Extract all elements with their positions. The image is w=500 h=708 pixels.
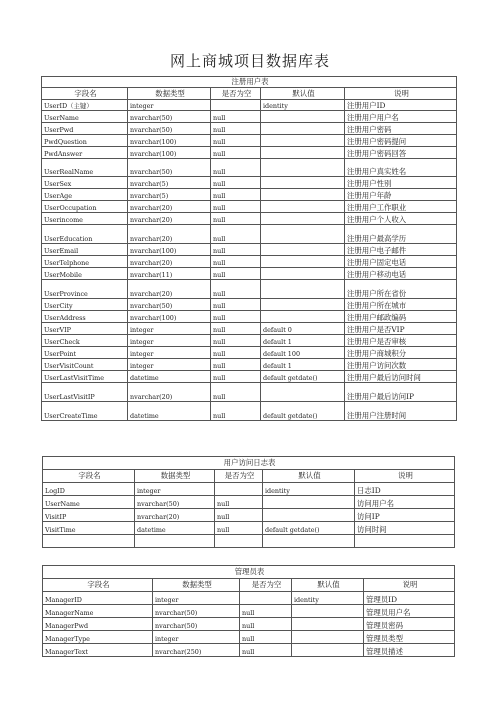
table-row	[42, 201, 457, 213]
table-row	[42, 323, 457, 335]
table-row	[43, 483, 455, 496]
administrators-table	[42, 565, 455, 657]
field-cell: PwdAnswer	[42, 147, 128, 159]
default-cell	[261, 225, 345, 244]
table-row	[42, 268, 457, 280]
column-header-type: 数据类型	[153, 579, 240, 592]
type-cell: nvarchar(50)	[128, 299, 211, 311]
description-cell: 注册用户邮政编码	[345, 311, 457, 323]
nullable-cell: null	[211, 159, 261, 177]
description-cell: 管理员密码	[364, 618, 455, 631]
type-cell: datetime	[135, 522, 215, 535]
nullable-cell	[240, 592, 292, 605]
description-cell: 注册用户所在城市	[345, 299, 457, 311]
table-row	[42, 100, 457, 111]
default-cell: default getdate()	[263, 522, 355, 535]
table-row	[43, 522, 455, 535]
type-cell: nvarchar(50)	[128, 159, 211, 177]
type-cell: nvarchar(50)	[153, 605, 240, 618]
default-cell	[292, 644, 364, 657]
field-cell: UserName	[43, 496, 135, 509]
default-cell	[261, 213, 345, 225]
registered-users-table	[41, 76, 457, 421]
table-row	[42, 371, 457, 383]
table-row	[42, 123, 457, 135]
table-row	[42, 280, 457, 299]
type-cell: nvarchar(5)	[128, 189, 211, 201]
nullable-cell: null	[215, 496, 263, 509]
type-cell: nvarchar(100)	[128, 147, 211, 159]
nullable-cell: null	[240, 631, 292, 644]
table-row	[42, 256, 457, 268]
default-cell	[261, 123, 345, 135]
table-caption: 注册用户表	[42, 77, 457, 88]
table-row	[42, 189, 457, 201]
default-cell	[261, 268, 345, 280]
description-cell: 注册用户密码	[345, 123, 457, 135]
field-cell: LogID	[43, 483, 135, 496]
nullable-cell: null	[211, 311, 261, 323]
field-cell: UserID（主键）	[42, 100, 128, 111]
default-cell: identity	[261, 100, 345, 111]
type-cell: nvarchar(50)	[153, 618, 240, 631]
column-header-nullable: 是否为空	[215, 470, 263, 483]
default-cell	[263, 535, 355, 548]
document-title: 网上商城项目数据库表	[169, 52, 330, 70]
field-cell: ManagerPwd	[43, 618, 153, 631]
type-cell: integer	[135, 483, 215, 496]
column-header-field: 字段名	[43, 470, 135, 483]
table-row	[43, 592, 455, 605]
field-cell: UserVIP	[42, 323, 128, 335]
description-cell: 注册用户用户名	[345, 111, 457, 123]
default-cell: default getdate()	[261, 371, 345, 383]
field-cell: UserPwd	[42, 123, 128, 135]
table-row	[42, 299, 457, 311]
default-cell	[263, 496, 355, 509]
default-cell	[261, 280, 345, 299]
field-cell: VisitIP	[43, 509, 135, 522]
nullable-cell	[211, 100, 261, 111]
table-row	[42, 225, 457, 244]
description-cell: 注册用户真实姓名	[345, 159, 457, 177]
field-cell: UserTelphone	[42, 256, 128, 268]
description-cell: 访问用户名	[355, 496, 455, 509]
description-cell: 注册用户固定电话	[345, 256, 457, 268]
type-cell: datetime	[128, 371, 211, 383]
field-cell: UserProvince	[42, 280, 128, 299]
column-header-type: 数据类型	[135, 470, 215, 483]
description-cell: 注册用户商城积分	[345, 347, 457, 359]
default-cell	[292, 605, 364, 618]
description-cell	[355, 535, 455, 548]
nullable-cell: null	[211, 244, 261, 256]
table-row	[42, 311, 457, 323]
default-cell: default 100	[261, 347, 345, 359]
default-cell	[263, 509, 355, 522]
type-cell: integer	[153, 631, 240, 644]
default-cell	[261, 299, 345, 311]
description-cell: 注册用户最后访问IP	[345, 383, 457, 402]
field-cell: UserOccupation	[42, 201, 128, 213]
nullable-cell: null	[211, 299, 261, 311]
type-cell: nvarchar(20)	[135, 509, 215, 522]
nullable-cell: null	[211, 383, 261, 402]
description-cell: 注册用户访问次数	[345, 359, 457, 371]
description-cell: 注册用户注册时间	[345, 402, 457, 421]
table-row	[42, 335, 457, 347]
nullable-cell	[215, 535, 263, 548]
type-cell: integer	[128, 323, 211, 335]
type-cell: nvarchar(20)	[128, 213, 211, 225]
field-cell: ManagerType	[43, 631, 153, 644]
default-cell: default 1	[261, 359, 345, 371]
column-header-nullable: 是否为空	[240, 579, 292, 592]
field-cell: UserVisitCount	[42, 359, 128, 371]
field-cell: UserLastVisitIP	[42, 383, 128, 402]
type-cell: nvarchar(20)	[128, 225, 211, 244]
nullable-cell: null	[211, 213, 261, 225]
column-header-default: 默认值	[261, 88, 345, 100]
column-header-type: 数据类型	[128, 88, 211, 100]
nullable-cell: null	[211, 359, 261, 371]
field-cell: ManagerID	[43, 592, 153, 605]
field-cell: UserSex	[42, 177, 128, 189]
field-cell: UserEmail	[42, 244, 128, 256]
description-cell: 访问IP	[355, 509, 455, 522]
type-cell: nvarchar(100)	[128, 311, 211, 323]
field-cell: UserCity	[42, 299, 128, 311]
default-cell	[292, 631, 364, 644]
type-cell: integer	[128, 100, 211, 111]
nullable-cell: null	[211, 371, 261, 383]
default-cell	[261, 244, 345, 256]
nullable-cell: null	[211, 177, 261, 189]
description-cell: 注册用户是否VIP	[345, 323, 457, 335]
field-cell	[43, 535, 135, 548]
type-cell: nvarchar(20)	[128, 201, 211, 213]
table-row	[42, 383, 457, 402]
table-row	[43, 535, 455, 548]
default-cell	[261, 135, 345, 147]
nullable-cell: null	[215, 509, 263, 522]
column-header-description: 说明	[355, 470, 455, 483]
column-header-default: 默认值	[292, 579, 364, 592]
default-cell	[292, 618, 364, 631]
column-header-default: 默认值	[263, 470, 355, 483]
type-cell: nvarchar(50)	[128, 123, 211, 135]
table-row	[42, 402, 457, 421]
table-row	[42, 347, 457, 359]
column-header-description: 说明	[364, 579, 455, 592]
type-cell: integer	[128, 347, 211, 359]
description-cell: 访问时间	[355, 522, 455, 535]
description-cell: 注册用户个人收入	[345, 213, 457, 225]
nullable-cell	[215, 483, 263, 496]
field-cell: UserAddress	[42, 311, 128, 323]
table-row	[43, 618, 455, 631]
type-cell: integer	[128, 359, 211, 371]
table-row	[43, 644, 455, 657]
nullable-cell: null	[211, 256, 261, 268]
table-row	[43, 631, 455, 644]
field-cell: UserEducation	[42, 225, 128, 244]
type-cell: nvarchar(20)	[128, 383, 211, 402]
field-cell: UserName	[42, 111, 128, 123]
description-cell: 注册用户移动电话	[345, 268, 457, 280]
default-cell	[261, 111, 345, 123]
type-cell: nvarchar(100)	[128, 135, 211, 147]
default-cell: default getdate()	[261, 402, 345, 421]
column-header-field: 字段名	[43, 579, 153, 592]
nullable-cell: null	[211, 323, 261, 335]
default-cell: identity	[263, 483, 355, 496]
field-cell: VisitTime	[43, 522, 135, 535]
type-cell: nvarchar(11)	[128, 268, 211, 280]
description-cell: 注册用户最高学历	[345, 225, 457, 244]
type-cell: integer	[128, 335, 211, 347]
default-cell	[261, 159, 345, 177]
description-cell: 注册用户性别	[345, 177, 457, 189]
table-caption: 用户访问日志表	[43, 457, 455, 470]
description-cell: 管理员描述	[364, 644, 455, 657]
nullable-cell: null	[211, 347, 261, 359]
default-cell: default 0	[261, 323, 345, 335]
field-cell: PwdQuestion	[42, 135, 128, 147]
table-row	[42, 244, 457, 256]
description-cell: 注册用户所在省份	[345, 280, 457, 299]
default-cell: identity	[292, 592, 364, 605]
field-cell: ManagerText	[43, 644, 153, 657]
description-cell: 注册用户密码提问	[345, 135, 457, 147]
table-row	[43, 509, 455, 522]
type-cell: integer	[153, 592, 240, 605]
description-cell: 注册用户最后访问时间	[345, 371, 457, 383]
nullable-cell: null	[240, 644, 292, 657]
table-row	[42, 177, 457, 189]
description-cell: 注册用户密码回答	[345, 147, 457, 159]
nullable-cell: null	[211, 402, 261, 421]
nullable-cell: null	[211, 189, 261, 201]
field-cell: UserMobile	[42, 268, 128, 280]
description-cell: 日志ID	[355, 483, 455, 496]
table-row	[42, 159, 457, 177]
field-cell: UserCreateTime	[42, 402, 128, 421]
nullable-cell: null	[211, 268, 261, 280]
description-cell: 注册用户电子邮件	[345, 244, 457, 256]
nullable-cell: null	[240, 605, 292, 618]
type-cell: nvarchar(20)	[128, 280, 211, 299]
field-cell: UserPoint	[42, 347, 128, 359]
nullable-cell: null	[211, 123, 261, 135]
default-cell	[261, 201, 345, 213]
field-cell: UserRealName	[42, 159, 128, 177]
field-cell: UserAge	[42, 189, 128, 201]
type-cell: nvarchar(20)	[128, 256, 211, 268]
description-cell: 注册用户工作职业	[345, 201, 457, 213]
default-cell	[261, 189, 345, 201]
description-cell: 管理员用户名	[364, 605, 455, 618]
description-cell: 注册用户是否审核	[345, 335, 457, 347]
table-row	[42, 135, 457, 147]
description-cell: 管理员ID	[364, 592, 455, 605]
user-visit-log-table	[42, 456, 455, 548]
nullable-cell: null	[240, 618, 292, 631]
default-cell	[261, 147, 345, 159]
type-cell: nvarchar(50)	[135, 496, 215, 509]
column-header-description: 说明	[345, 88, 457, 100]
description-cell: 管理员类型	[364, 631, 455, 644]
table-row	[42, 359, 457, 371]
field-cell: UserCheck	[42, 335, 128, 347]
nullable-cell: null	[211, 135, 261, 147]
nullable-cell: null	[211, 225, 261, 244]
column-header-nullable: 是否为空	[211, 88, 261, 100]
table-row	[42, 213, 457, 225]
table-row	[43, 605, 455, 618]
type-cell: datetime	[128, 402, 211, 421]
field-cell: ManagerName	[43, 605, 153, 618]
nullable-cell: null	[211, 201, 261, 213]
field-cell: UserLastVisitTime	[42, 371, 128, 383]
type-cell: nvarchar(50)	[128, 111, 211, 123]
default-cell	[261, 311, 345, 323]
table-row	[42, 111, 457, 123]
table-row	[43, 496, 455, 509]
type-cell	[135, 535, 215, 548]
type-cell: nvarchar(100)	[128, 244, 211, 256]
description-cell: 注册用户ID	[345, 100, 457, 111]
field-cell: Userincome	[42, 213, 128, 225]
default-cell	[261, 256, 345, 268]
default-cell: default 1	[261, 335, 345, 347]
type-cell: nvarchar(5)	[128, 177, 211, 189]
type-cell: nvarchar(250)	[153, 644, 240, 657]
nullable-cell: null	[211, 335, 261, 347]
description-cell: 注册用户年龄	[345, 189, 457, 201]
nullable-cell: null	[211, 111, 261, 123]
table-row	[42, 147, 457, 159]
nullable-cell: null	[211, 147, 261, 159]
nullable-cell: null	[211, 280, 261, 299]
default-cell	[261, 177, 345, 189]
nullable-cell: null	[215, 522, 263, 535]
table-caption: 管理员表	[43, 566, 455, 579]
default-cell	[261, 383, 345, 402]
column-header-field: 字段名	[42, 88, 128, 100]
